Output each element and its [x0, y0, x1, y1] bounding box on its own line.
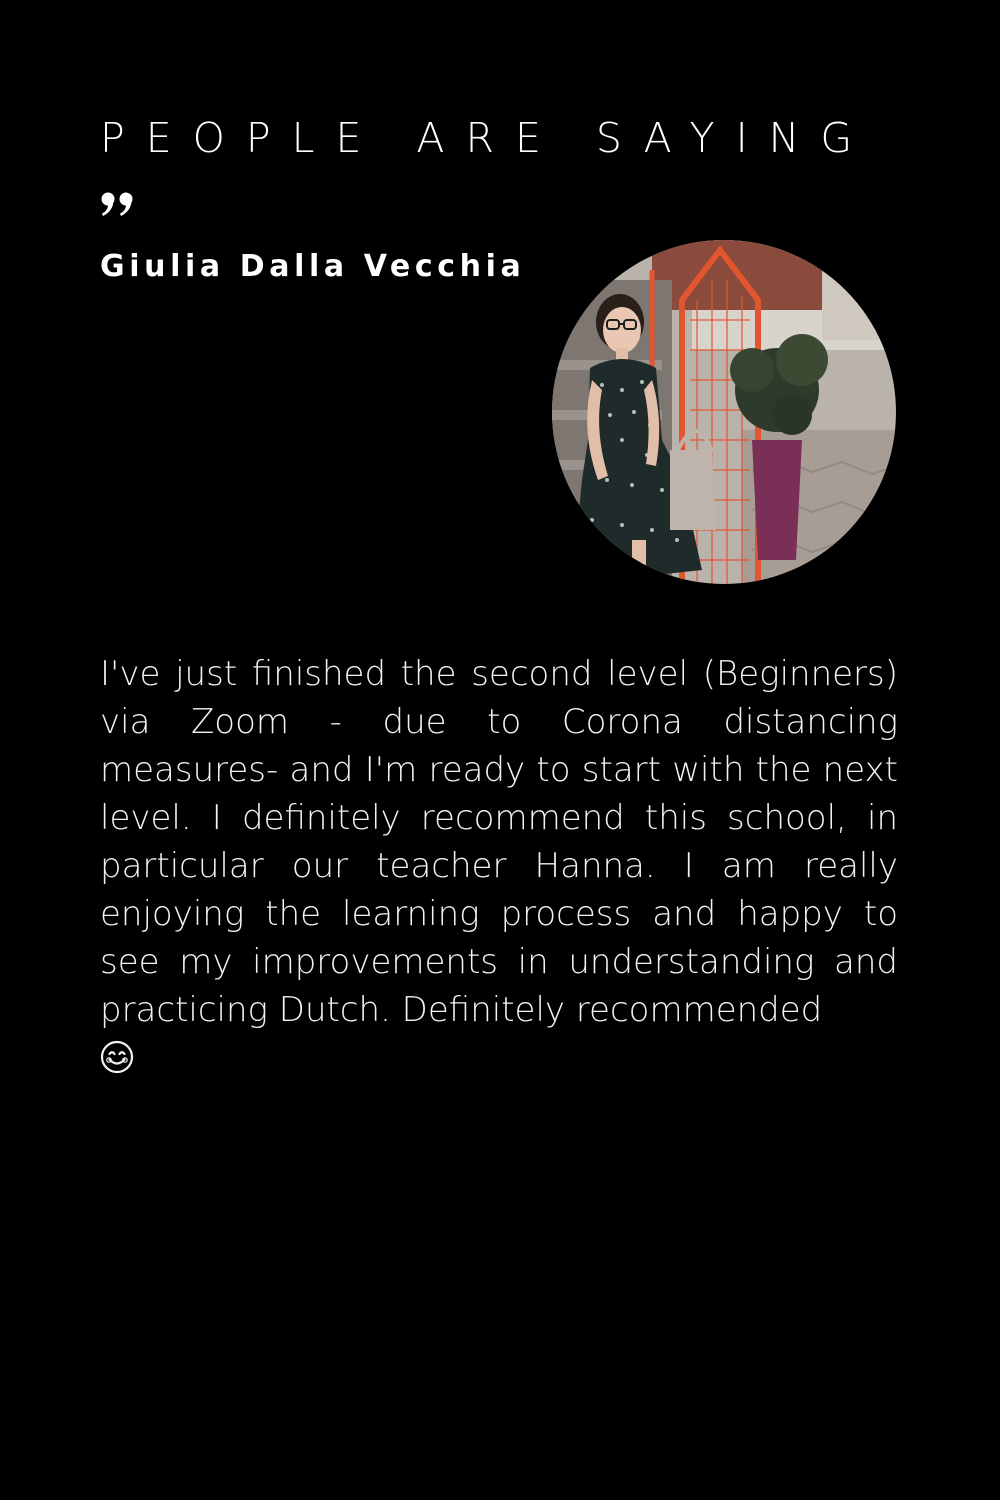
- author-name: Giulia Dalla Vecchia: [100, 249, 526, 284]
- smiling-face-icon: [100, 1040, 134, 1074]
- quote-mark-icon: [100, 192, 136, 218]
- section-heading: PEOPLE ARE SAYING: [100, 114, 874, 162]
- avatar-photo: [552, 240, 896, 584]
- review-text: [100, 650, 898, 1074]
- review-body: I've just finished the second level (Beginners) via Zoom - due to Corona distancing measures- and I'm ready to start with the next level. I definitely recommend this school, in particular our teacher Hanna. I am really enjoying the learning process and happy to see my improvements in understanding and practicing Dutch. Definitely recommended: [100, 654, 898, 1030]
- avatar: [552, 240, 896, 584]
